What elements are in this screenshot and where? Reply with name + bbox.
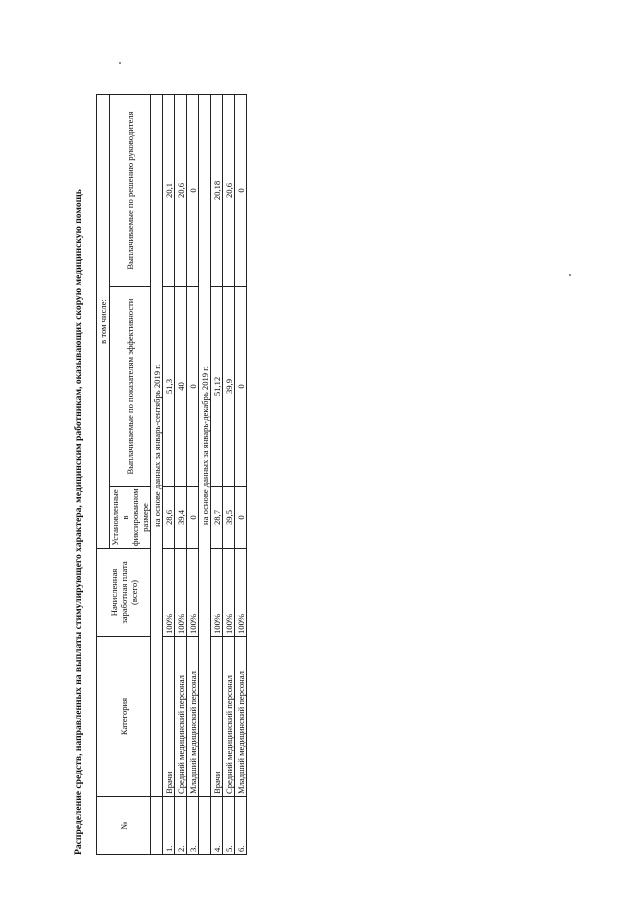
- row-director: 20,6: [175, 94, 187, 286]
- row-performance: 40: [175, 287, 187, 487]
- scan-speck: [119, 62, 121, 64]
- row-fixed: 39,5: [223, 487, 235, 549]
- row-performance: 39,9: [223, 287, 235, 487]
- table-row: [187, 94, 199, 854]
- section-spacer: [199, 797, 211, 855]
- row-accrued: 100%: [211, 549, 223, 637]
- table-row: [211, 94, 223, 854]
- row-number: 3.: [187, 797, 199, 855]
- row-category: Младший медицинский персонал: [235, 637, 247, 797]
- row-fixed: 39,4: [175, 487, 187, 549]
- row-number: 2.: [175, 797, 187, 855]
- row-fixed: 28,6: [163, 487, 175, 549]
- row-category: Врачи: [211, 637, 223, 797]
- row-director: 20,1: [163, 94, 175, 286]
- table-row: [223, 94, 235, 854]
- row-number: 5.: [223, 797, 235, 855]
- section-spacer: [151, 797, 163, 855]
- row-accrued: 100%: [163, 549, 175, 637]
- row-accrued: 100%: [235, 549, 247, 637]
- row-director: 0: [187, 94, 199, 286]
- section-label: на основе данных за январь-декабрь 2019 г.: [199, 94, 211, 796]
- row-director: 20,18: [211, 94, 223, 286]
- header-including: в том числе:: [97, 94, 110, 548]
- row-fixed: 0: [235, 487, 247, 549]
- header-performance: Выплачиваемые по показателям эффективности: [110, 287, 151, 487]
- header-number: №: [97, 797, 151, 855]
- row-category: Младший медицинский персонал: [187, 637, 199, 797]
- row-performance: 51,12: [211, 287, 223, 487]
- scan-speck: [569, 274, 571, 276]
- table-row: [175, 94, 187, 854]
- document-title: Распределение средств, направленных на выплаты стимулирующего характера, медицинским работникам, оказывающих скорую медицинскую помощь: [73, 189, 84, 855]
- rotated-page: [70, 95, 270, 855]
- header-director: Выплачиваемые по решению руководителя: [110, 94, 151, 286]
- table-row: [235, 94, 247, 854]
- row-fixed: 28,7: [211, 487, 223, 549]
- header-fixed: Установленные в фиксированном размере: [110, 487, 151, 549]
- header-accrued: Начисленная заработная плата (всего): [97, 549, 151, 637]
- row-fixed: 0: [187, 487, 199, 549]
- row-category: Врачи: [163, 637, 175, 797]
- row-number: 4.: [211, 797, 223, 855]
- row-director: 0: [235, 94, 247, 286]
- section-label: на основе данных за январь-сентябрь 2019 г.: [151, 94, 163, 796]
- row-category: Средний медицинский персонал: [175, 637, 187, 797]
- row-performance: 0: [235, 287, 247, 487]
- row-number: 6.: [235, 797, 247, 855]
- row-director: 20,6: [223, 94, 235, 286]
- table-row: [163, 94, 175, 854]
- distribution-table: [96, 94, 247, 855]
- row-performance: 51,3: [163, 287, 175, 487]
- row-accrued: 100%: [175, 549, 187, 637]
- header-category: Категория: [97, 637, 151, 797]
- row-accrued: 100%: [187, 549, 199, 637]
- row-number: 1.: [163, 797, 175, 855]
- row-performance: 0: [187, 287, 199, 487]
- row-category: Средний медицинский персонал: [223, 637, 235, 797]
- row-accrued: 100%: [223, 549, 235, 637]
